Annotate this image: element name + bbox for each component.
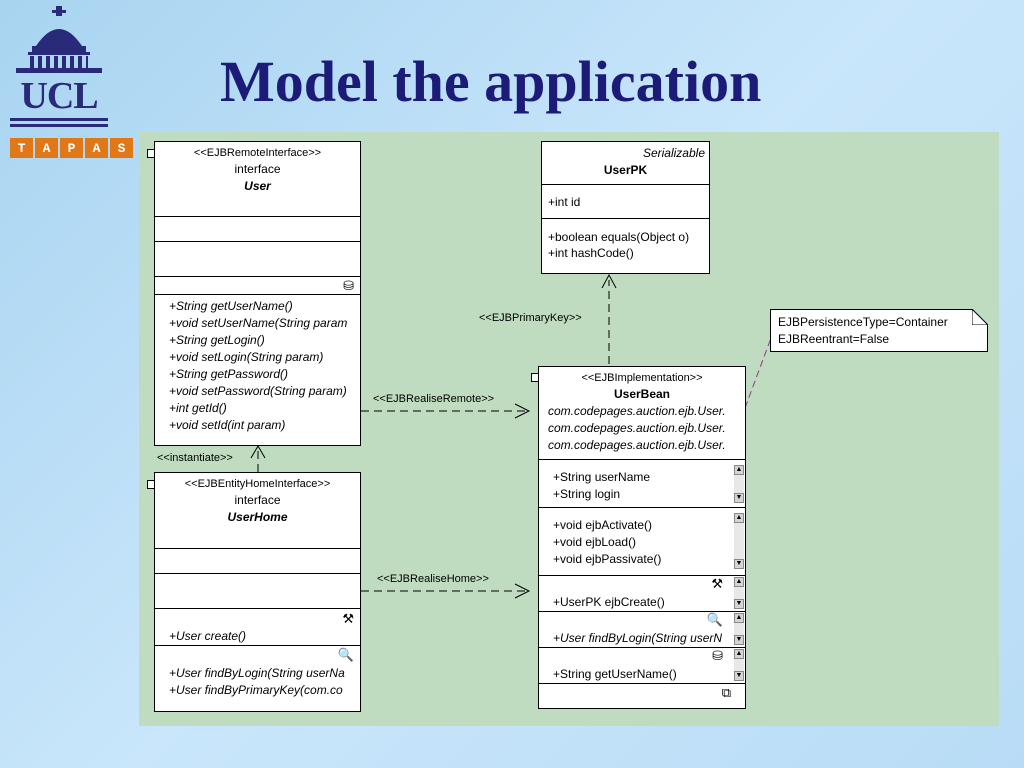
divider	[539, 459, 745, 460]
create-scrollbar[interactable]	[734, 577, 744, 609]
stereotype: Serializable	[642, 146, 705, 160]
scroll-up-icon[interactable]: ▲	[735, 578, 743, 585]
instantiate-label: <<instantiate>>	[157, 452, 233, 464]
stereotype: <<EJBImplementation>>	[581, 372, 703, 384]
ucl-wordmark: UCL	[20, 75, 98, 117]
properties-note[interactable]	[770, 309, 988, 352]
divider	[155, 608, 360, 609]
divider	[539, 683, 745, 684]
userpk-class-box[interactable]	[541, 141, 710, 274]
note-line: EJBReentrant=False	[778, 332, 890, 346]
method: +void setId(int param)	[169, 418, 286, 432]
scroll-down-icon[interactable]: ▼	[735, 636, 743, 643]
divider	[155, 241, 360, 242]
method: +void setLogin(String param)	[169, 350, 324, 364]
method: +String getPassword()	[169, 367, 289, 381]
logo-rule	[10, 118, 108, 121]
divider	[539, 507, 745, 508]
kind: interface	[234, 493, 281, 507]
method: +int hashCode()	[548, 246, 634, 260]
badge: A	[85, 138, 108, 158]
badge: P	[60, 138, 83, 158]
method: +void ejbLoad()	[553, 535, 637, 549]
method: +String getLogin()	[169, 333, 265, 347]
class-name: UserPK	[603, 163, 648, 177]
divider	[155, 294, 360, 295]
note-line: EJBPersistenceType=Container	[778, 315, 948, 329]
lifecycle-scrollbar[interactable]	[734, 513, 744, 569]
divider	[155, 276, 360, 277]
method: +User findByLogin(String userNa	[169, 666, 345, 680]
method: +int getId()	[169, 401, 227, 415]
attribute: +int id	[548, 195, 581, 209]
scroll-down-icon[interactable]: ▼	[735, 494, 743, 501]
attribute: +String login	[553, 487, 621, 501]
scroll-up-icon[interactable]: ▲	[735, 614, 743, 621]
divider	[542, 218, 709, 219]
scroll-up-icon[interactable]: ▲	[735, 650, 743, 657]
realise-home-label: <<EJBRealiseHome>>	[377, 573, 489, 585]
scroll-up-icon[interactable]: ▲	[735, 514, 743, 521]
method: +boolean equals(Object o)	[548, 230, 690, 244]
dome-icon	[6, 6, 112, 74]
user-interface-box[interactable]	[154, 141, 361, 446]
realise-remote-label: <<EJBRealiseRemote>>	[373, 393, 495, 405]
stereotype: <<EJBRemoteInterface>>	[193, 147, 322, 159]
stereotype: <<EJBEntityHomeInterface>>	[184, 478, 331, 490]
method: +void ejbActivate()	[553, 518, 653, 532]
class-name: UserBean	[613, 387, 671, 401]
finder-scrollbar[interactable]	[734, 613, 744, 645]
business-methods-icon: ⛁	[712, 648, 723, 663]
badge: T	[10, 138, 33, 158]
method: +void setUserName(String param	[169, 316, 348, 330]
finder-methods-icon: 🔍	[337, 647, 354, 662]
note-fold-icon	[972, 309, 988, 325]
divider	[542, 184, 709, 185]
tapas-badges	[10, 138, 133, 158]
divider	[155, 573, 360, 574]
divider	[155, 216, 360, 217]
method: +UserPK ejbCreate()	[553, 595, 665, 609]
business-methods-icon: ⛁	[343, 278, 354, 293]
create-methods-icon: ⚒	[342, 611, 354, 626]
divider	[155, 548, 360, 549]
primary-key-label: <<EJBPrimaryKey>>	[479, 312, 582, 324]
attributes-scrollbar[interactable]	[734, 465, 744, 503]
attribute: +String userName	[553, 470, 651, 484]
ucl-logo	[6, 6, 126, 162]
method: +User create()	[169, 629, 247, 643]
finder-methods-icon: 🔍	[706, 612, 723, 627]
method: +String getUserName()	[169, 299, 293, 313]
business-scrollbar[interactable]	[734, 649, 744, 681]
scroll-down-icon[interactable]: ▼	[735, 672, 743, 679]
uml-canvas	[139, 132, 999, 726]
scroll-down-icon[interactable]: ▼	[735, 600, 743, 607]
method: +void setPassword(String param)	[169, 384, 347, 398]
class-name: UserHome	[227, 510, 288, 524]
slide-title: Model the application	[220, 49, 762, 114]
method: +void ejbPassivate()	[553, 552, 662, 566]
method: +String getUserName()	[553, 667, 677, 681]
badge: A	[35, 138, 58, 158]
badge: S	[110, 138, 133, 158]
userhome-interface-box[interactable]	[154, 472, 361, 712]
divider	[155, 645, 360, 646]
implements: com.codepages.auction.ejb.User.	[548, 404, 726, 418]
create-methods-icon: ⚒	[711, 576, 723, 591]
method: +User findByLogin(String userN	[553, 631, 723, 645]
userbean-class-box[interactable]	[538, 366, 746, 709]
implements: com.codepages.auction.ejb.User.	[548, 438, 726, 452]
scroll-up-icon[interactable]: ▲	[735, 466, 743, 473]
logo-rule	[10, 124, 108, 127]
class-name: User	[244, 179, 271, 193]
scroll-down-icon[interactable]: ▼	[735, 560, 743, 567]
other-methods-icon: ⧉	[721, 685, 731, 700]
kind: interface	[234, 162, 281, 176]
implements: com.codepages.auction.ejb.User.	[548, 421, 726, 435]
method: +User findByPrimaryKey(com.co	[169, 683, 343, 697]
